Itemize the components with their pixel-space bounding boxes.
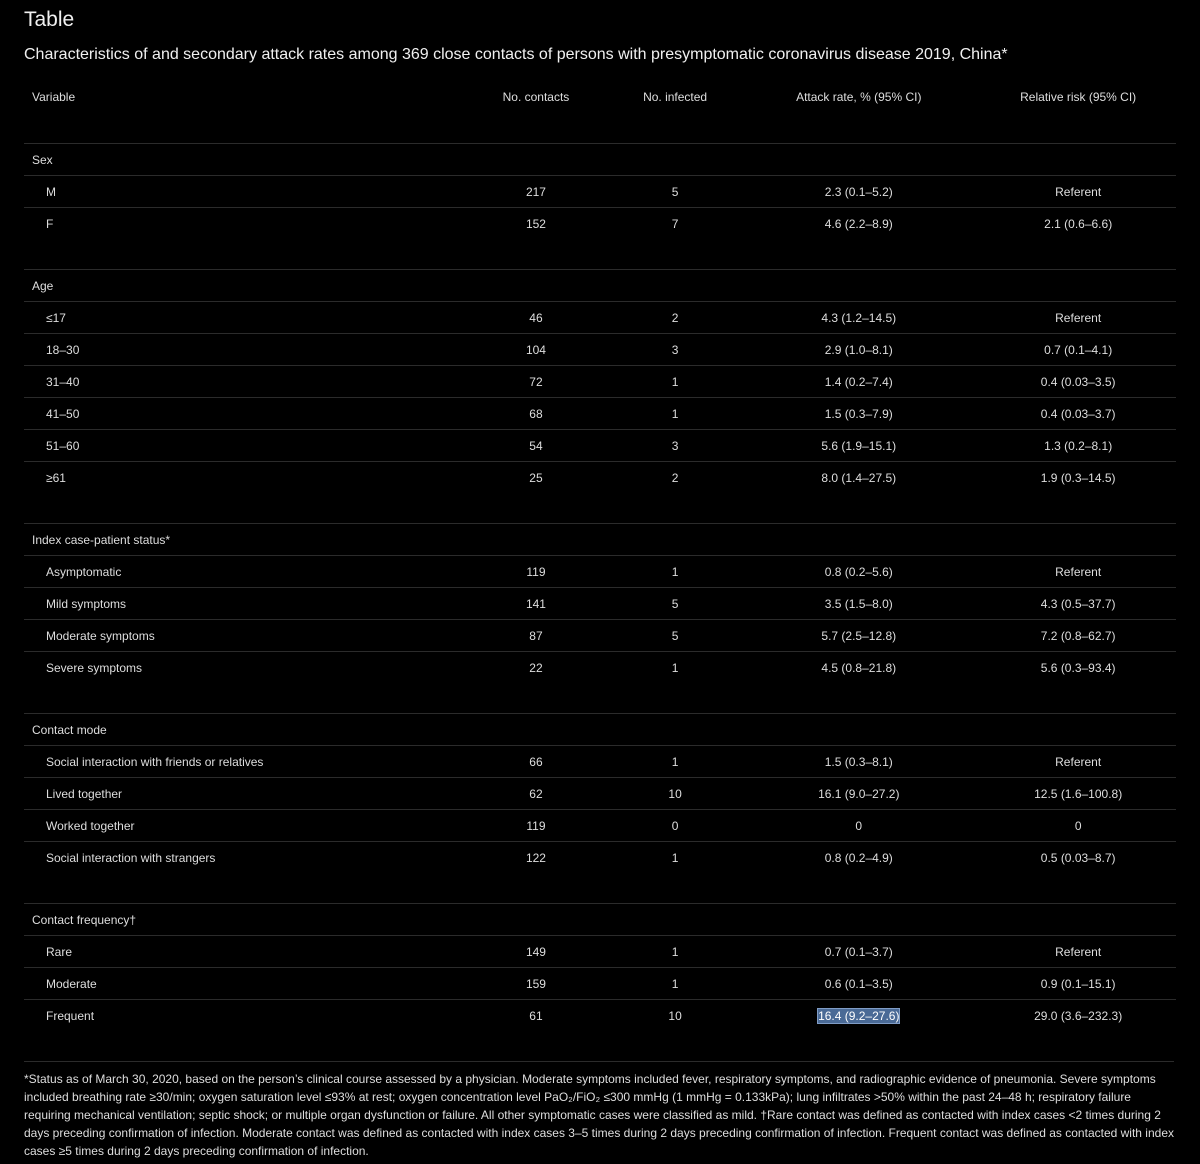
table-row xyxy=(24,1000,1176,1032)
table-row xyxy=(24,746,1176,778)
cell-contacts: 61 xyxy=(459,1000,613,1032)
cell-attack-rate: 4.6 (2.2–8.9) xyxy=(737,208,980,240)
table-row xyxy=(24,398,1176,430)
cell-infected: 5 xyxy=(613,620,737,652)
cell-infected: 1 xyxy=(613,936,737,968)
cell-attack-rate: 4.5 (0.8–21.8) xyxy=(737,652,980,684)
cell-relative-risk: 0 xyxy=(980,810,1176,842)
group-row xyxy=(24,904,1176,936)
cell-variable: Social interaction with strangers xyxy=(24,842,459,874)
cell-contacts: 62 xyxy=(459,778,613,810)
cell-infected: 1 xyxy=(613,968,737,1000)
cell-attack-rate: 0 xyxy=(737,810,980,842)
table-header xyxy=(24,81,1176,113)
cell-relative-risk: 0.5 (0.03–8.7) xyxy=(980,842,1176,874)
table-row xyxy=(24,936,1176,968)
cell-contacts: 54 xyxy=(459,430,613,462)
cell-variable: Frequent xyxy=(24,1000,459,1032)
table-caption: Characteristics of and secondary attack rates among 369 close contacts of persons with presymptomatic coronavirus disease 2019, China* xyxy=(24,46,1008,63)
cell-attack-rate: 5.7 (2.5–12.8) xyxy=(737,620,980,652)
cell-attack-rate: 5.6 (1.9–15.1) xyxy=(737,430,980,462)
cell-relative-risk: 2.1 (0.6–6.6) xyxy=(980,208,1176,240)
cell-relative-risk: 7.2 (0.8–62.7) xyxy=(980,620,1176,652)
group-row xyxy=(24,270,1176,302)
cell-variable: Moderate symptoms xyxy=(24,620,459,652)
cell-contacts: 104 xyxy=(459,334,613,366)
table-body xyxy=(24,113,1176,1031)
cell-contacts: 217 xyxy=(459,176,613,208)
table-row xyxy=(24,778,1176,810)
cell-contacts: 87 xyxy=(459,620,613,652)
cell-contacts: 119 xyxy=(459,810,613,842)
cell-infected: 2 xyxy=(613,462,737,494)
cell-attack-rate: 1.5 (0.3–7.9) xyxy=(737,398,980,430)
cell-attack-rate: 1.5 (0.3–8.1) xyxy=(737,746,980,778)
table-row xyxy=(24,810,1176,842)
cell-contacts: 141 xyxy=(459,588,613,620)
cell-variable: Mild symptoms xyxy=(24,588,459,620)
cell-contacts: 72 xyxy=(459,366,613,398)
selected-text[interactable]: 16.4 (9.2–27.6) xyxy=(818,1008,900,1023)
cell-variable: Severe symptoms xyxy=(24,652,459,684)
cell-attack-rate: 4.3 (1.2–14.5) xyxy=(737,302,980,334)
cell-contacts: 149 xyxy=(459,936,613,968)
cell-variable: Social interaction with friends or relatives xyxy=(24,746,459,778)
cell-contacts: 22 xyxy=(459,652,613,684)
cell-variable: 41–50 xyxy=(24,398,459,430)
cell-variable: ≤17 xyxy=(24,302,459,334)
spacer-row xyxy=(24,239,1176,270)
table-row xyxy=(24,556,1176,588)
table-row xyxy=(24,176,1176,208)
cell-relative-risk: 5.6 (0.3–93.4) xyxy=(980,652,1176,684)
page-title: Table xyxy=(24,8,75,31)
cell-relative-risk: Referent xyxy=(980,176,1176,208)
cell-infected: 5 xyxy=(613,588,737,620)
cell-variable: Rare xyxy=(24,936,459,968)
table-row xyxy=(24,652,1176,684)
table-footnote: *Status as of March 30, 2020, based on the person’s clinical course assessed by a physician. Moderate symptoms included fever, respiratory symptoms, and radiographic evidence of pneumonia. Severe symptoms included breathing rate ≥30/min; oxygen saturation level ≤93% at rest; oxygen concentration level PaO₂/FiO₂ ≤300 mmHg (1 mmHg = 0.133kPa); lung infiltrates >50% within the past 24–48 h; respiratory failure requiring mechanical ventilation; septic shock; or multiple organ dysfunction or failure. All other symptomatic cases were classified as mild. †Rare contact was defined as contacted with index cases <2 times during 2 days preceding confirmation of infection. Moderate contact was defined as contacted with index cases 3–5 times during 2 days preceding confirmation of infection. Frequent contact was defined as contacted with index cases ≥5 times during 2 days preceding confirmation of infection. xyxy=(24,1061,1174,1160)
cell-contacts: 159 xyxy=(459,968,613,1000)
cell-infected: 2 xyxy=(613,302,737,334)
cell-relative-risk: 0.4 (0.03–3.5) xyxy=(980,366,1176,398)
cell-variable: ≥61 xyxy=(24,462,459,494)
cell-contacts: 25 xyxy=(459,462,613,494)
cell-variable: M xyxy=(24,176,459,208)
cell-relative-risk: 0.9 (0.1–15.1) xyxy=(980,968,1176,1000)
cell-variable: 51–60 xyxy=(24,430,459,462)
table-row xyxy=(24,842,1176,874)
group-row xyxy=(24,714,1176,746)
cell-infected: 1 xyxy=(613,746,737,778)
cell-contacts: 46 xyxy=(459,302,613,334)
cell-relative-risk: 1.3 (0.2–8.1) xyxy=(980,430,1176,462)
table-row xyxy=(24,208,1176,240)
cell-relative-risk: Referent xyxy=(980,936,1176,968)
table-row xyxy=(24,462,1176,494)
group-label: Index case-patient status* xyxy=(24,524,1176,556)
table-row xyxy=(24,430,1176,462)
data-table xyxy=(24,81,1176,1031)
column-header-contacts: No. contacts xyxy=(502,90,570,104)
cell-infected: 10 xyxy=(613,1000,737,1032)
cell-contacts: 122 xyxy=(459,842,613,874)
cell-contacts: 68 xyxy=(459,398,613,430)
cell-variable: 31–40 xyxy=(24,366,459,398)
cell-contacts: 66 xyxy=(459,746,613,778)
cell-relative-risk: Referent xyxy=(980,556,1176,588)
group-label: Age xyxy=(24,270,1176,302)
group-label: Sex xyxy=(24,144,1176,176)
cell-relative-risk: 1.9 (0.3–14.5) xyxy=(980,462,1176,494)
cell-attack-rate: 1.4 (0.2–7.4) xyxy=(737,366,980,398)
cell-infected: 1 xyxy=(613,652,737,684)
group-row xyxy=(24,144,1176,176)
cell-infected: 7 xyxy=(613,208,737,240)
cell-attack-rate xyxy=(737,1000,980,1032)
table-row xyxy=(24,366,1176,398)
table-row xyxy=(24,620,1176,652)
column-header-infected: No. infected xyxy=(643,90,708,104)
cell-relative-risk: 12.5 (1.6–100.8) xyxy=(980,778,1176,810)
table-row xyxy=(24,302,1176,334)
spacer-cell xyxy=(24,493,1176,524)
group-row xyxy=(24,524,1176,556)
spacer-cell xyxy=(24,873,1176,904)
column-header-relative-risk: Relative risk (95% CI) xyxy=(1020,90,1137,104)
cell-infected: 0 xyxy=(613,810,737,842)
cell-infected: 1 xyxy=(613,842,737,874)
column-header-attack-rate: Attack rate, % (95% CI) xyxy=(796,90,922,104)
table-row xyxy=(24,968,1176,1000)
table-row xyxy=(24,334,1176,366)
cell-variable: Moderate xyxy=(24,968,459,1000)
spacer-row xyxy=(24,873,1176,904)
cell-contacts: 152 xyxy=(459,208,613,240)
spacer-cell xyxy=(24,113,1176,144)
cell-attack-rate: 0.8 (0.2–5.6) xyxy=(737,556,980,588)
cell-infected: 10 xyxy=(613,778,737,810)
cell-attack-rate: 8.0 (1.4–27.5) xyxy=(737,462,980,494)
cell-attack-rate: 0.8 (0.2–4.9) xyxy=(737,842,980,874)
cell-attack-rate: 16.1 (9.0–27.2) xyxy=(737,778,980,810)
cell-variable: Lived together xyxy=(24,778,459,810)
spacer-cell xyxy=(24,683,1176,714)
cell-variable: 18–30 xyxy=(24,334,459,366)
cell-variable: F xyxy=(24,208,459,240)
cell-attack-rate: 2.9 (1.0–8.1) xyxy=(737,334,980,366)
group-label: Contact frequency† xyxy=(24,904,1176,936)
spacer-row xyxy=(24,493,1176,524)
cell-attack-rate: 0.6 (0.1–3.5) xyxy=(737,968,980,1000)
header-row xyxy=(24,81,1176,113)
cell-infected: 1 xyxy=(613,366,737,398)
cell-variable: Worked together xyxy=(24,810,459,842)
group-label: Contact mode xyxy=(24,714,1176,746)
cell-infected: 3 xyxy=(613,334,737,366)
cell-infected: 5 xyxy=(613,176,737,208)
cell-contacts: 119 xyxy=(459,556,613,588)
cell-attack-rate: 3.5 (1.5–8.0) xyxy=(737,588,980,620)
cell-relative-risk: 0.4 (0.03–3.7) xyxy=(980,398,1176,430)
spacer-cell xyxy=(24,239,1176,270)
table-row xyxy=(24,588,1176,620)
column-header-variable: Variable xyxy=(32,90,76,104)
cell-attack-rate: 2.3 (0.1–5.2) xyxy=(737,176,980,208)
cell-attack-rate: 0.7 (0.1–3.7) xyxy=(737,936,980,968)
cell-infected: 1 xyxy=(613,556,737,588)
spacer-row xyxy=(24,113,1176,144)
cell-relative-risk: Referent xyxy=(980,302,1176,334)
cell-relative-risk: 4.3 (0.5–37.7) xyxy=(980,588,1176,620)
cell-infected: 1 xyxy=(613,398,737,430)
cell-variable: Asymptomatic xyxy=(24,556,459,588)
cell-infected: 3 xyxy=(613,430,737,462)
spacer-row xyxy=(24,683,1176,714)
cell-relative-risk: Referent xyxy=(980,746,1176,778)
cell-relative-risk: 0.7 (0.1–4.1) xyxy=(980,334,1176,366)
cell-relative-risk: 29.0 (3.6–232.3) xyxy=(980,1000,1176,1032)
